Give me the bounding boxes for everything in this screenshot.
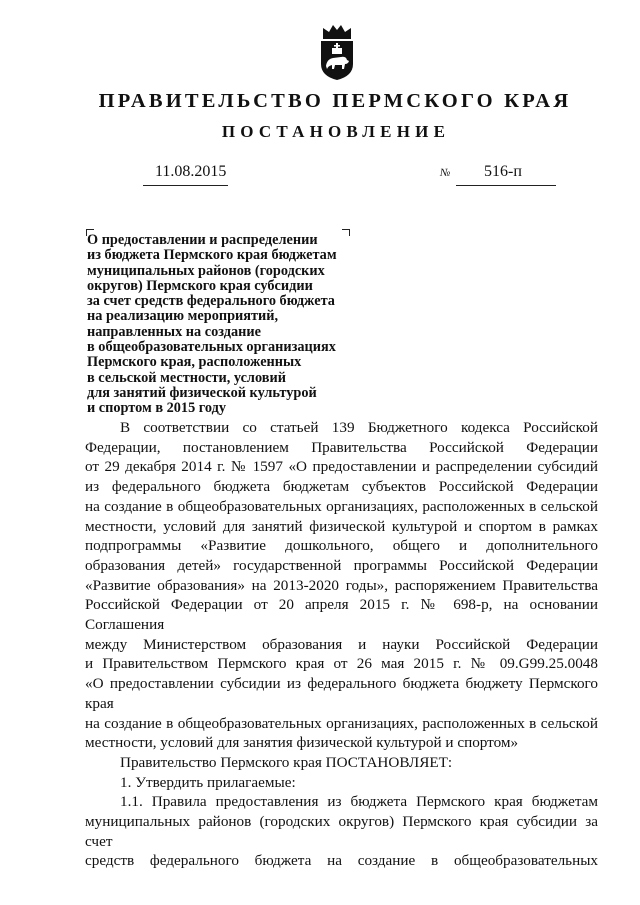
document-subject [87,233,367,417]
date-field [143,161,228,186]
document-body [85,418,598,871]
body-line: на создание в общеобразовательных организациях, расположенных в сельской [85,497,598,515]
subject-line: О предоставлении и распределении [87,232,318,248]
document-type: ПОСТАНОВЛЕНИЕ [221,122,451,141]
subject-line: округов) Пермского края субсидии [87,277,313,294]
body-line: подпрограммы «Развитие дошкольного, общего и дополнительного [85,537,598,555]
subject-line: из бюджета Пермского края бюджетам [87,247,337,264]
body-line: муниципальных районов (городских округов) Пермского края субсидии за счет [85,813,598,850]
document-date: 11.08.2015 [155,163,227,180]
body-line: образования детей» государственной программы Российской Федерации [85,556,598,574]
body-line: В соответствии со статьей 139 Бюджетного кодекса Российской [120,419,598,436]
subject-line: для занятий физической культурой [87,384,317,401]
body-line: 1.1. Правила предоставления из бюджета Пермского края бюджетам [120,793,598,811]
body-line: средств федерального бюджета на создание в общеобразовательных [85,852,598,870]
body-line: 1. Утвердить прилагаемые: [120,773,296,791]
subject-line: Пермского края, расположенных [87,354,302,371]
number-sign: № [440,167,451,179]
body-line: из федерального бюджета бюджетам субъектов Российской Федерации [85,478,598,496]
subject-line: на реализацию мероприятий, [87,308,279,325]
subject-line: муниципальных районов (городских [87,262,325,279]
subject-line: в общеобразовательных организациях [87,339,336,356]
subject-line: за счет средств федерального бюджета [87,293,335,310]
body-line: местности, условий для занятий физической культурой и спортом в рамках [85,517,598,535]
body-line: «Развитие образования» на 2013-2020 годы», распоряжением Правительства [85,576,598,594]
body-line: и Правительством Пермского края от 26 мая 2015 г. № 09.G99.25.0048 [85,655,598,673]
body-line: на создание в общеобразовательных организациях, расположенных в сельской [85,714,598,732]
body-line: между Министерством образования и науки Российской Федерации [85,635,598,653]
body-line: Российской Федерации от 20 апреля 2015 г. № 698-р, на основании Соглашения [85,596,598,634]
body-line: Федерации, постановлением Правительства Российской Федерации [85,438,598,456]
coat-of-arms-icon [315,24,359,82]
number-field [456,161,556,186]
body-line: от 29 декабря 2014 г. № 1597 «О предоставлении и распределении субсидий [85,458,598,476]
subject-line: в сельской местности, условий [87,369,286,386]
document-number: 516-п [484,163,522,180]
subject-line: направленных на создание [87,323,261,340]
government-title: ПРАВИТЕЛЬСТВО ПЕРМСКОГО КРАЯ [98,90,572,112]
body-line: местности, условий для занятия физической культурой и спортом» [85,734,519,752]
subject-line: и спортом в 2015 году [87,400,227,417]
body-line: «О предоставлении субсидии из федерального бюджета бюджету Пермского края [85,675,598,712]
body-line: Правительство Пермского края ПОСТАНОВЛЯЕТ: [120,753,453,771]
